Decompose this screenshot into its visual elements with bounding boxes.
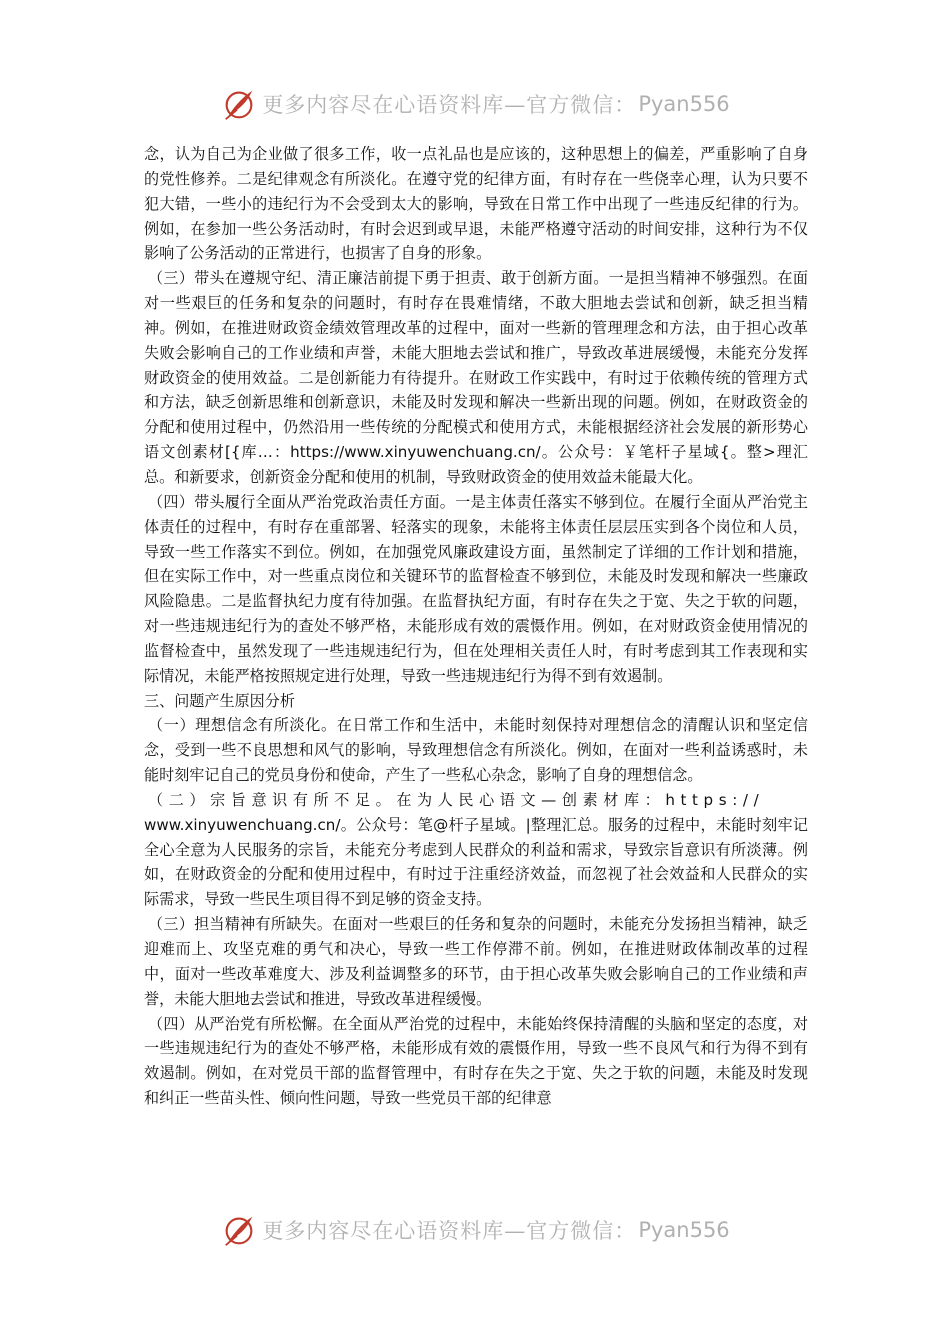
header-slogan: 更多内容尽在心语资料库—官方微信：: [262, 93, 637, 117]
footer-wechat-account: Pyan556: [638, 1218, 730, 1242]
document-body: [144, 142, 808, 1111]
paragraph-cause-2: www.xinyuwenchuang.cn/。公众号：笔@杆子星域。|整理汇总。服务的过程中，未能时刻牢记全心全意为人民服务的宗旨，未能充分考虑到人民群众的利益和需求，导致宗旨意识有所淡薄。例如，在财政资金的分配和使用过程中，有时过于注重经济效益，而忽视了社会效益和人民群众的实际需求，导致一些民生项目得不到足够的资金支持。: [144, 815, 808, 909]
paragraph-section-3: （三）带头在遵规守纪、清正廉洁前提下勇于担责、敢于创新方面。一是担当精神不够强烈。在面对一些艰巨的任务和复杂的问题时，有时存在畏难情绪，不敢大胆地去尝试和创新，缺乏担当精神。例如，在推进财政资金绩效管理改革的过程中，面对一些新的管理理念和方法，由于担心改革失败会影响自己的工作业绩和声誉，未能大胆地去尝试和推广，导致改革进展缓慢，未能充分发挥财政资金的使用效益。二是创新能力有待提升。在财政工作实践中，有时过于依赖传统的管理方式和方法，缺乏创新思维和创新意识，未能及时发现和解决一些新出现的问题。例如，在财政资金的分配和使用过程中，仍然沿用一些传统的分配模式和使用方式，未能根据经济社会发展的新形势心语文创素材[{库…：https://www.xinyuwenchuang.cn/。公众号：￥笔杆子星域{。整>理汇总。和新要求，创新资金分配和使用的机制，导致财政资金的使用效益未能最大化。: [144, 269, 808, 486]
header-wechat-account: Pyan556: [638, 92, 730, 116]
heading-cause-analysis: 三、问题产生原因分析: [144, 691, 295, 710]
feather-quill-logo-icon: [220, 85, 258, 123]
paragraph-section-4: （四）带头履行全面从严治党政治责任方面。一是主体责任落实不够到位。在履行全面从严治党主体责任的过程中，有时存在重部署、轻落实的现象，未能将主体责任层层压实到各个岗位和人员，导致一些工作落实不到位。例如，在加强党风廉政建设方面，虽然制定了详细的工作计划和措施，但在实际工作中，对一些重点岗位和关键环节的监督检查不够到位，未能及时发现和解决一些廉政风险隐患。二是监督执纪力度有待加强。在监督执纪方面，有时存在失之于宽、失之于软的问题，对一些违规违纪行为的查处不够严格，未能形成有效的震慑作用。例如，在对财政资金使用情况的监督检查中，虽然发现了一些违规违纪行为，但在处理相关责任人时，有时考虑到其工作表现和实际情况，未能严格按照规定进行处理，导致一些违规违纪行为得不到有效遏制。: [144, 492, 808, 685]
paragraph-cause-2-first-line: （二）宗旨意识有所不足。在为人民心语文—创素材库：https://: [148, 790, 765, 809]
header-watermark-banner: [0, 82, 950, 126]
paragraph-continued-discipline: 念，认为自己为企业做了很多工作，收一点礼品也是应该的，这种思想上的偏差，严重影响了自身的党性修养。二是纪律观念有所淡化。在遵守党的纪律方面，有时存在一些侥幸心理，认为只要不犯大错，一些小的违纪行为不会受到太大的影响，导致在日常工作中出现了一些违反纪律的行为。例如，在参加一些公务活动时，有时会迟到或早退，未能严格遵守活动的时间安排，这种行为不仅影响了公务活动的正常进行，也损害了自身的形象。: [144, 145, 808, 263]
feather-quill-logo-icon: [220, 1211, 258, 1249]
paragraph-cause-3: （三）担当精神有所缺失。在面对一些艰巨的任务和复杂的问题时，未能充分发扬担当精神，缺乏迎难而上、攻坚克难的勇气和决心，导致一些工作停滞不前。例如，在推进财政体制改革的过程中，面对一些改革难度大、涉及利益调整多的环节，由于担心改革失败会影响自己的工作业绩和声誉，未能大胆地去尝试和推进，导致改革进程缓慢。: [144, 915, 808, 1008]
footer-slogan: 更多内容尽在心语资料库—官方微信：: [262, 1219, 637, 1243]
paragraph-cause-1: （一）理想信念有所淡化。在日常工作和生活中，未能时刻保持对理想信念的清醒认识和坚定信念，受到一些不良思想和风气的影响，导致理想信念有所淡化。例如，在面对一些利益诱惑时，未能时刻牢记自己的党员身份和使命，产生了一些私心杂念，影响了自身的理想信念。: [144, 716, 808, 785]
footer-watermark-banner: [0, 1208, 950, 1252]
paragraph-cause-4: （四）从严治党有所松懈。在全面从严治党的过程中，未能始终保持清醒的头脑和坚定的态度，对一些违规违纪行为的查处不够严格，未能形成有效的震慑作用，导致一些不良风气和行为得不到有效遏制。例如，在对党员干部的监督管理中，有时存在失之于宽、失之于软的问题，未能及时发现和纠正一些苗头性、倾向性问题，导致一些党员干部的纪律意: [144, 1014, 808, 1108]
